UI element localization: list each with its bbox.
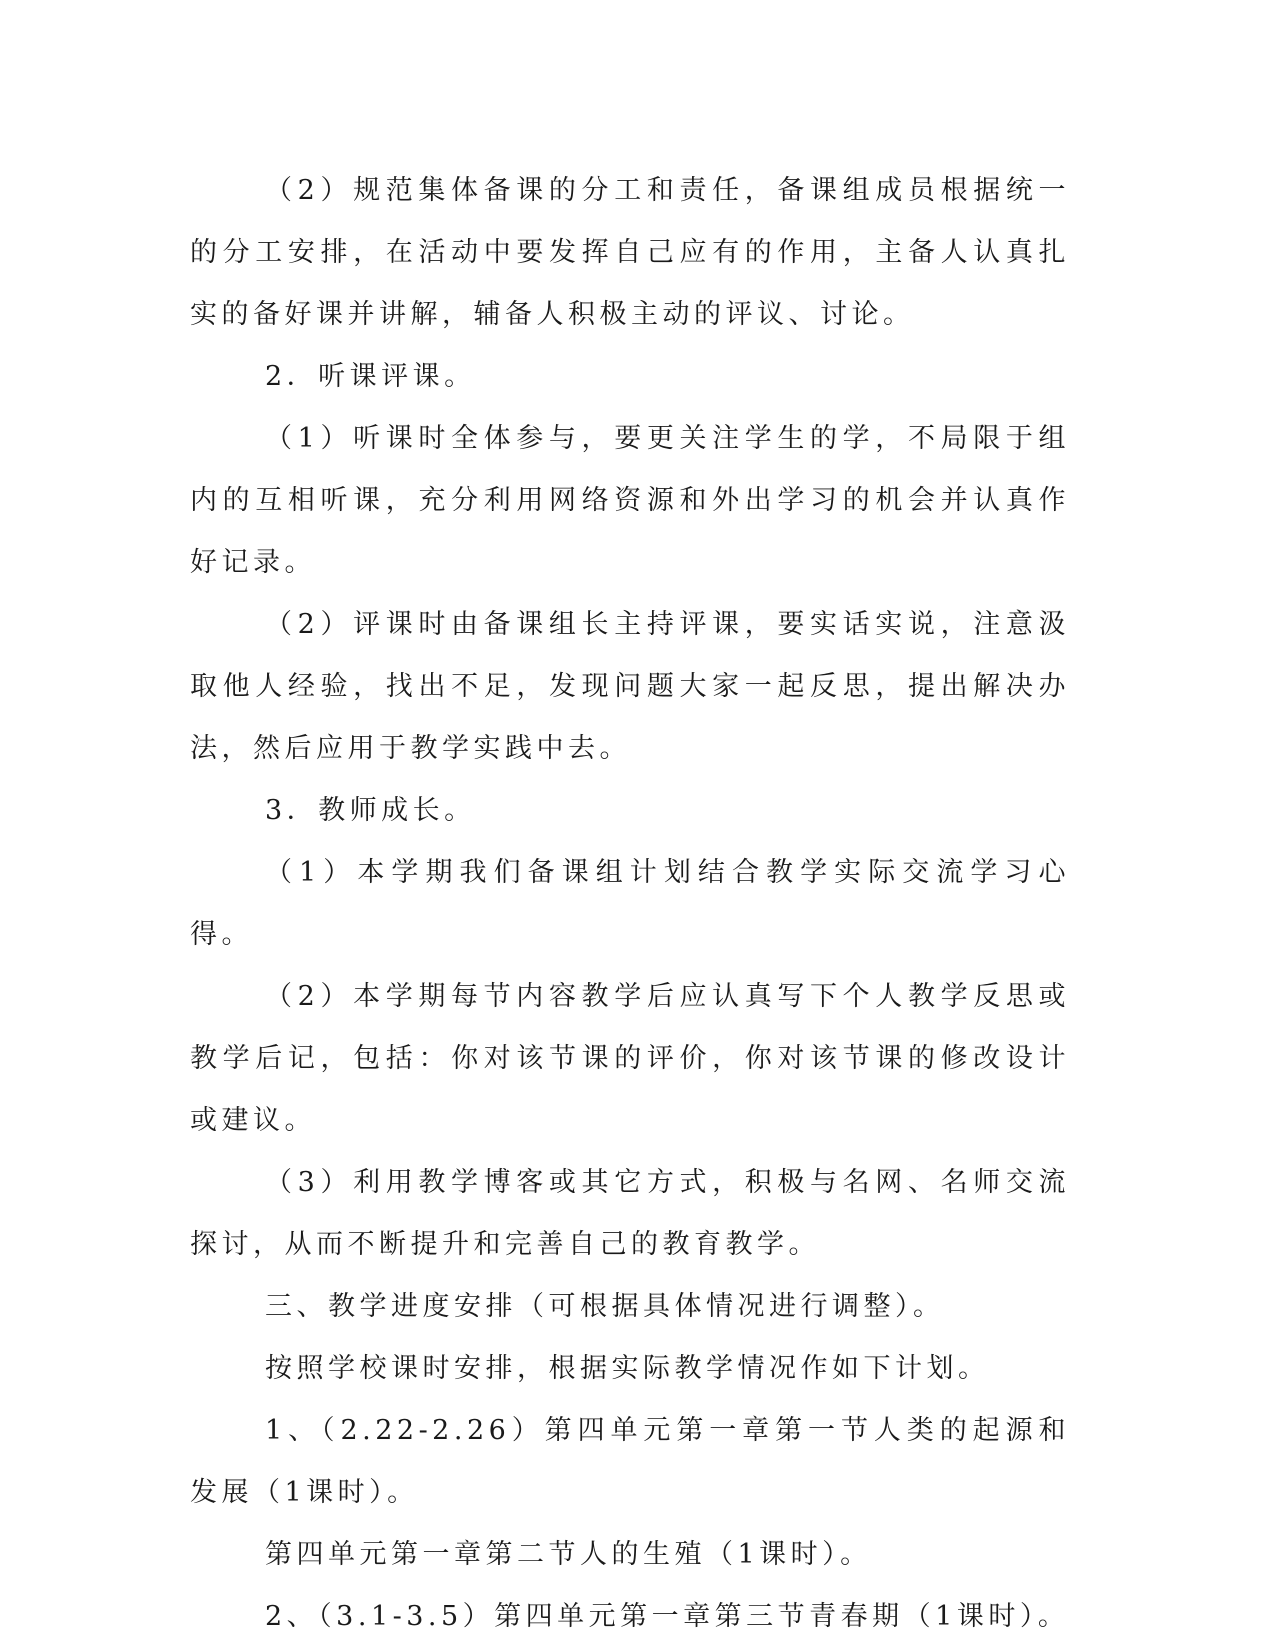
paragraph-lesson-evaluation: （2）评课时由备课组长主持评课，要实话实说，注意汲取他人经验，找出不足，发现问题大家一起反思，提出解决办法，然后应用于教学实践中去。 xyxy=(190,609,1070,764)
heading-teaching-schedule: 三、教学进度安排（可根据具体情况进行调整）。 xyxy=(265,1291,945,1322)
paragraph-observation-participation: （1）听课时全体参与，要更关注学生的学，不局限于组内的互相听课，充分利用网络资源和外出学习的机会并认真作好记录。 xyxy=(190,423,1070,578)
schedule-item-2: 2、（3.1-3.5）第四单元第一章第三节青春期（1课时）。 xyxy=(265,1601,1070,1632)
heading-lesson-observation: 2．听课评课。 xyxy=(265,361,476,392)
paragraph-experience-exchange: （1）本学期我们备课组计划结合教学实际交流学习心得。 xyxy=(190,857,1070,950)
paragraph-teaching-reflection: （2）本学期每节内容教学后应认真写下个人教学反思或教学后记，包括：你对该节课的评价，你对该节课的修改设计或建议。 xyxy=(190,981,1070,1136)
paragraph-schedule-intro: 按照学校课时安排，根据实际教学情况作如下计划。 xyxy=(265,1353,990,1384)
schedule-item-1-continued: 第四单元第一章第二节人的生殖（1课时）。 xyxy=(265,1539,872,1570)
heading-teacher-growth: 3．教师成长。 xyxy=(265,795,476,826)
paragraph-collective-prep-duties: （2）规范集体备课的分工和责任，备课组成员根据统一的分工安排，在活动中要发挥自己应有的作用，主备人认真扎实的备好课并讲解，辅备人积极主动的评议、讨论。 xyxy=(190,175,1070,330)
paragraph-blog-exchange: （3）利用教学博客或其它方式，积极与名网、名师交流探讨，从而不断提升和完善自己的教育教学。 xyxy=(190,1167,1070,1260)
document-body xyxy=(190,160,1070,1648)
schedule-item-1: 1、（2.22-2.26）第四单元第一章第一节人类的起源和发展（1课时）。 xyxy=(190,1415,1070,1508)
